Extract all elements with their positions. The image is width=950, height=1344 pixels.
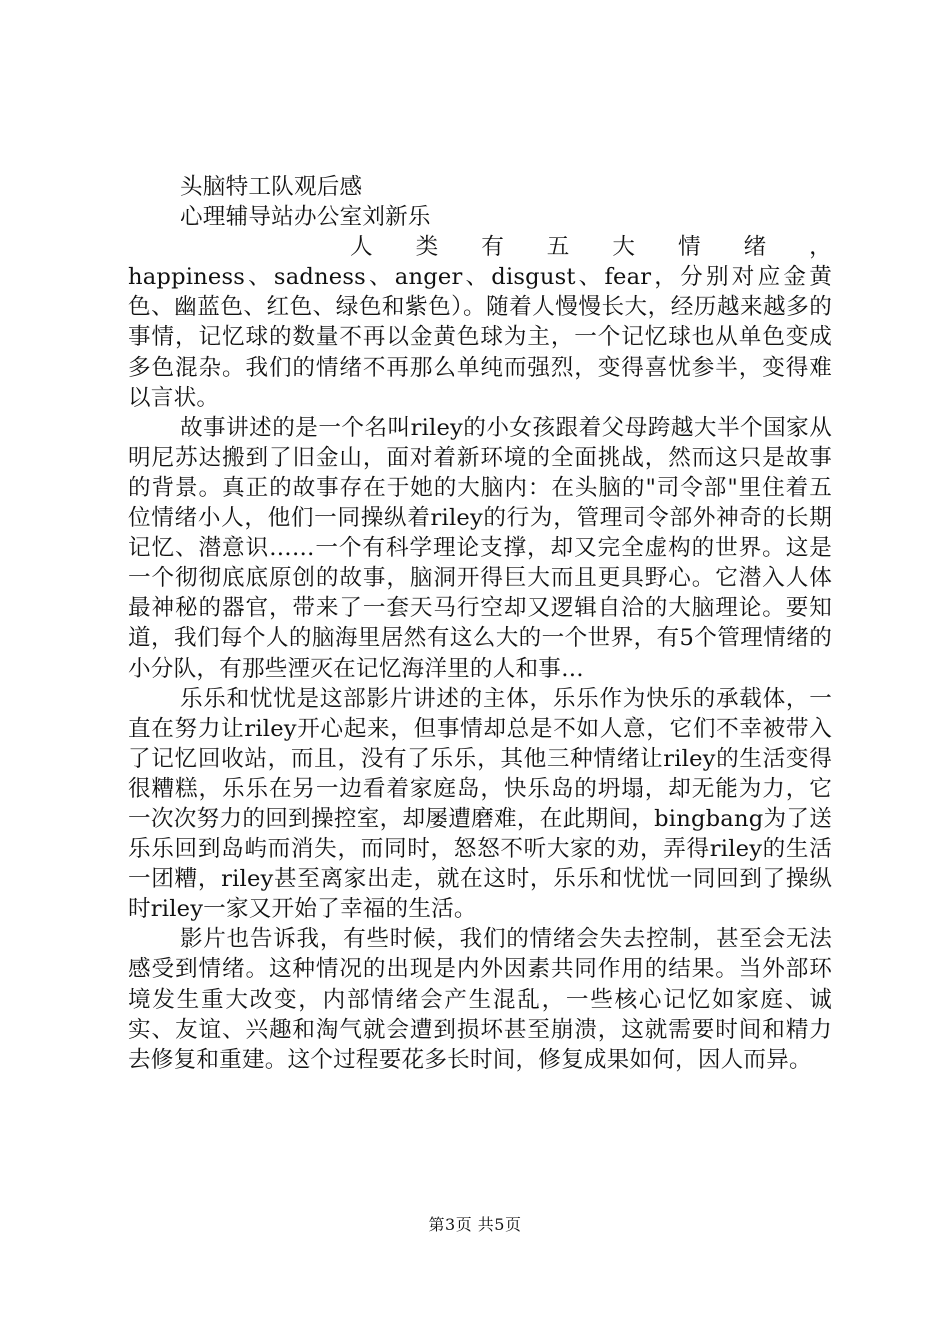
paragraph-emotions: happiness、sadness、anger、disgust、fear，分别对应金黄色、幽蓝色、红色、绿色和紫色）。随着人慢慢长大，经历越来越多的事情，记忆球的数量不再以金黄色球为主，一个记忆球也从单色变成多色混杂。我们的情绪不再那么单纯而强烈，变得喜忧参半，变得难以言状。 bbox=[128, 264, 832, 411]
paragraph-joy-sadness: 乐乐和忧忧是这部影片讲述的主体，乐乐作为快乐的承载体，一直在努力让riley开心起来，但事情却总是不如人意，它们不幸被带入了记忆回收站，而且，没有了乐乐，其他三种情绪让riley的生活变得很糟糕，乐乐在另一边看着家庭岛，快乐岛的坍塌，却无能为力，它一次次努力的回到操控室，却屡遭磨难，在此期间，bingbang为了送乐乐回到岛屿而消失，而同时，怒怒不听大家的劝，弄得riley的生活一团糟，riley甚至离家出走，就在这时，乐乐和忧忧一同回到了操纵时riley一家又开始了幸福的生活。 bbox=[128, 685, 832, 923]
paragraph-lesson: 影片也告诉我，有些时候，我们的情绪会失去控制，甚至会无法感受到情绪。这种情况的出现是内外因素共同作用的结果。当外部环境发生重大改变，内部情绪会产生混乱，一些核心记忆如家庭、诚实、友谊、兴趣和淘气就会遭到损坏甚至崩溃，这就需要时间和精力去修复和重建。这个过程要花多长时间，修复成果如何，因人而异。 bbox=[128, 926, 832, 1073]
paragraph-story: 故事讲述的是一个名叫riley的小女孩跟着父母跨越大半个国家从明尼苏达搬到了旧金山，面对着新环境的全面挑战，然而这只是故事的背景。真正的故事存在于她的大脑内：在头脑的"司令部"里住着五位情绪小人，他们一同操纵着riley的行为，管理司令部外神奇的长期记忆、潜意识……一个有科学理论支撑，却又完全虚构的世界。这是一个彻彻底底原创的故事，脑洞开得巨大而且更具野心。它潜入人体最神秘的器官，带来了一套天马行空却又逻辑自洽的大脑理论。要知道，我们每个人的脑海里居然有这么大的一个世界，有5个管理情绪的小分队，有那些湮灭在记忆海洋里的人和事… bbox=[128, 414, 832, 682]
document-author: 心理辅导站办公室刘新乐 bbox=[180, 204, 431, 231]
spread-char: 有 bbox=[481, 234, 504, 261]
spread-char: 大 bbox=[612, 234, 636, 261]
document-body bbox=[128, 172, 832, 1075]
spread-char: ， bbox=[809, 234, 832, 261]
spread-char: 人 bbox=[350, 234, 373, 261]
spread-char: 绪 bbox=[743, 234, 767, 261]
page-footer: 第3页 共5页 bbox=[428, 1215, 522, 1234]
spread-heading-line bbox=[128, 232, 832, 262]
spread-char: 类 bbox=[415, 234, 439, 261]
document-title: 头脑特工队观后感 bbox=[180, 174, 363, 200]
spread-char: 情 bbox=[677, 234, 701, 261]
spread-char: 五 bbox=[546, 234, 570, 261]
